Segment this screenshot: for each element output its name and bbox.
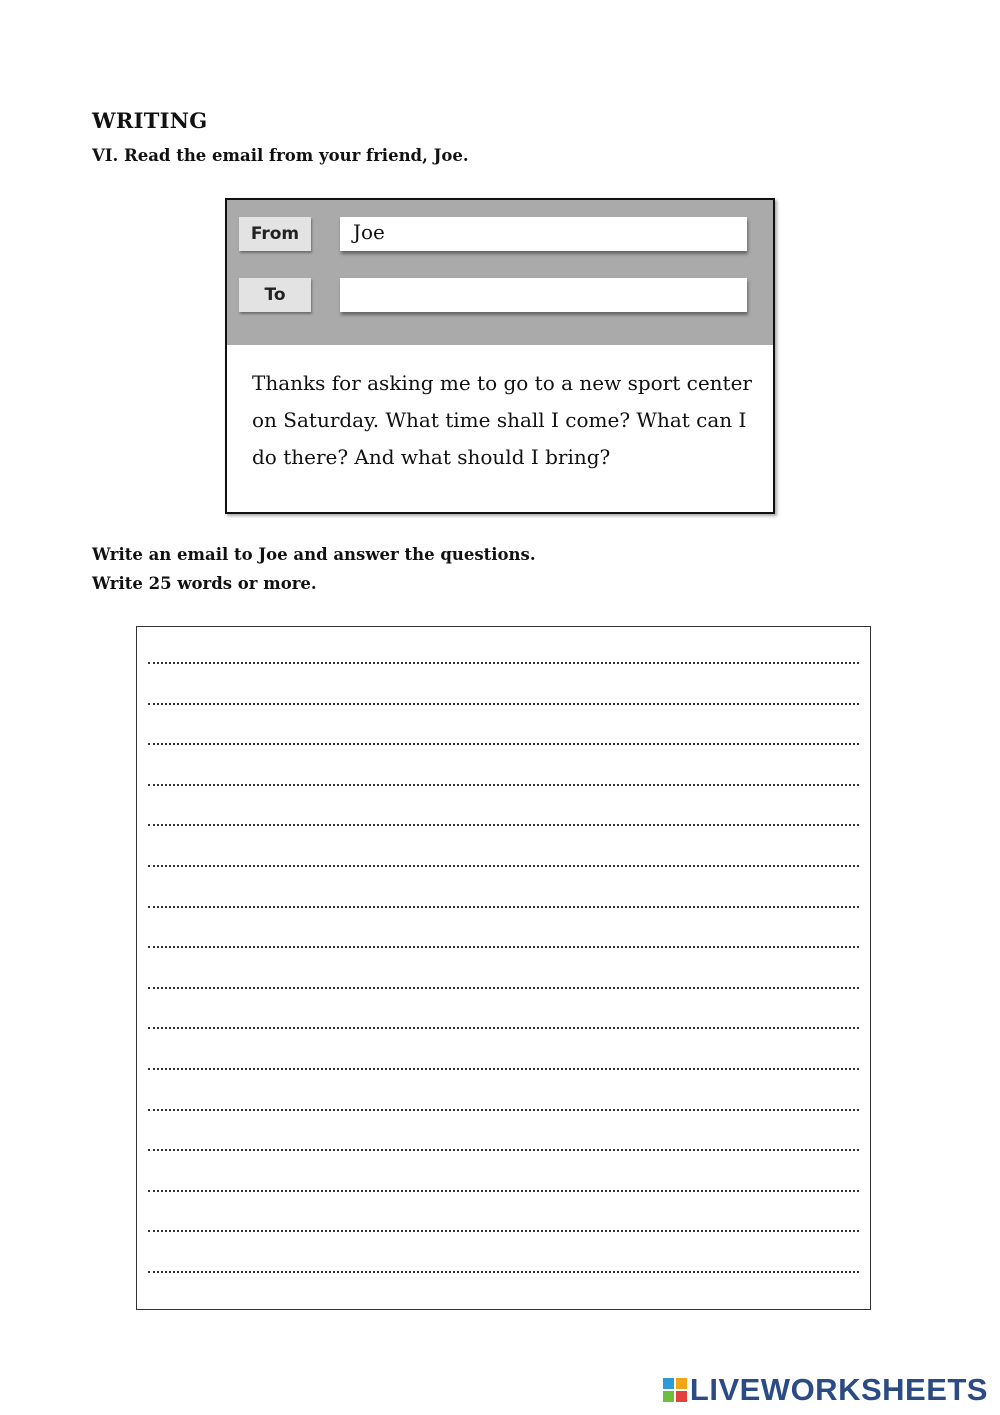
section-title: WRITING <box>92 108 208 133</box>
email-card <box>225 198 775 514</box>
word-count-instruction: Write 25 words or more. <box>92 574 317 593</box>
answer-line <box>148 1271 859 1273</box>
liveworksheets-logo-icon <box>663 1378 687 1402</box>
from-field[interactable]: Joe <box>340 217 747 251</box>
liveworksheets-logo <box>663 1372 988 1408</box>
from-label: From <box>239 217 311 251</box>
answer-line <box>148 1230 859 1232</box>
liveworksheets-logo-text: LIVEWORKSHEETS <box>689 1372 988 1407</box>
answer-line <box>148 946 859 948</box>
task-instruction: Write an email to Joe and answer the questions. <box>92 545 536 564</box>
answer-line <box>148 987 859 989</box>
answer-line <box>148 1109 859 1111</box>
answer-line <box>148 1027 859 1029</box>
answer-line <box>148 1149 859 1151</box>
answer-line <box>148 906 859 908</box>
read-instruction: VI. Read the email from your friend, Joe. <box>92 146 469 165</box>
answer-line <box>148 784 859 786</box>
to-field[interactable] <box>340 278 747 312</box>
answer-line <box>148 865 859 867</box>
answer-line <box>148 703 859 705</box>
answer-line <box>148 662 859 664</box>
to-label: To <box>239 278 311 312</box>
answer-line <box>148 1068 859 1070</box>
answer-box[interactable] <box>136 626 871 1310</box>
answer-line <box>148 743 859 745</box>
email-header <box>227 200 773 345</box>
answer-line <box>148 1190 859 1192</box>
answer-line <box>148 824 859 826</box>
email-body: Thanks for asking me to go to a new sport center on Saturday. What time shall I come? What can I do there? And what should I bring? <box>252 371 752 469</box>
